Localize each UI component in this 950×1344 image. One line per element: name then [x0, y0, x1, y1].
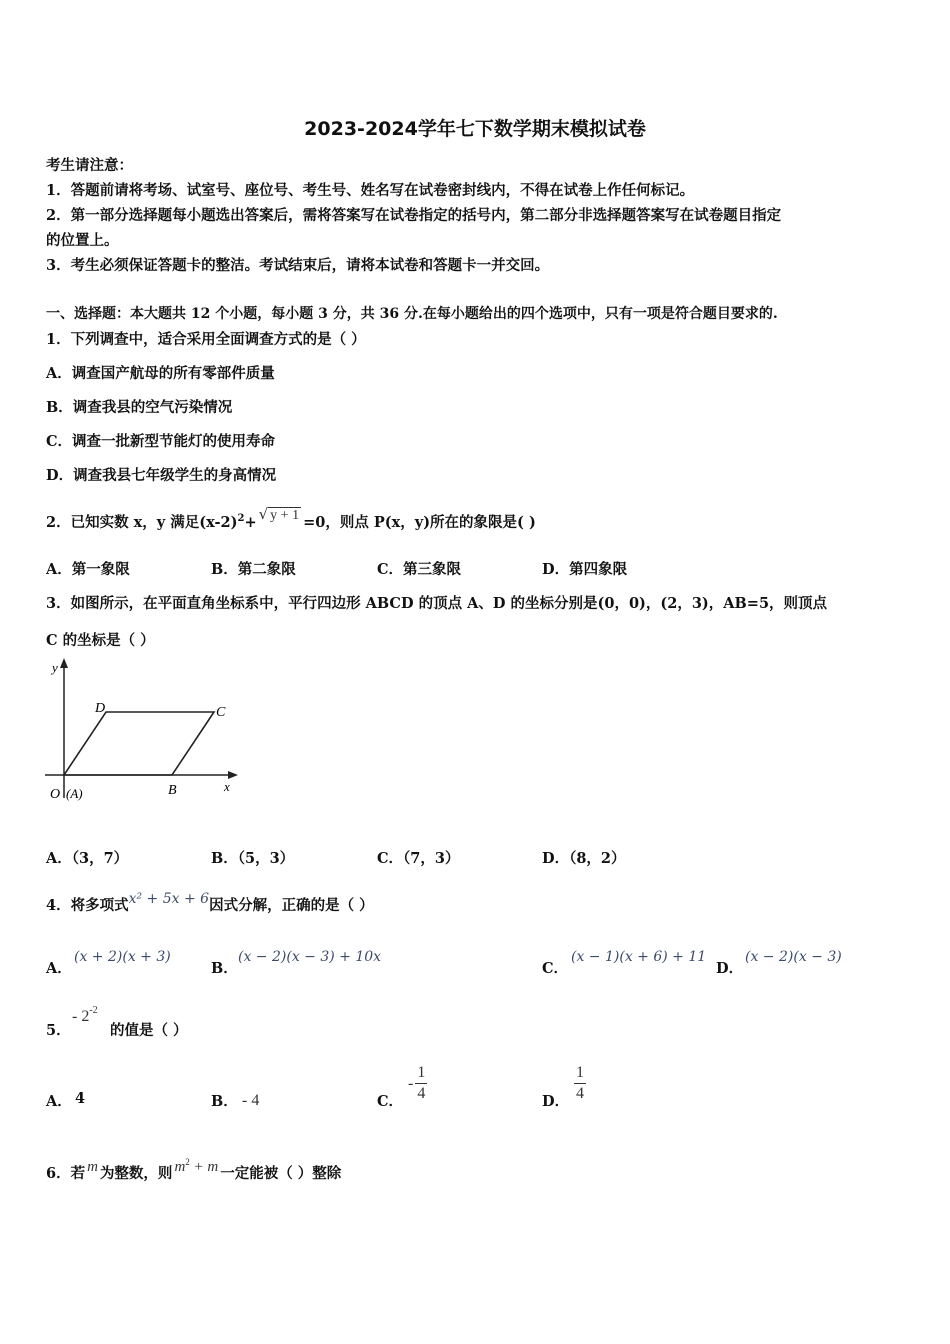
q5-option-c — [408, 1064, 427, 1103]
fraction-numerator: 1 — [576, 1064, 584, 1081]
fraction-denominator: 4 — [576, 1085, 584, 1102]
q5-label-b: B． — [211, 1093, 238, 1110]
fraction-one-quarter — [574, 1064, 586, 1103]
y-axis-arrow — [60, 658, 68, 668]
q2-option-c: C．第三象限 — [377, 561, 462, 578]
q6-expr-exponent: 2 — [185, 1157, 190, 1167]
q3-option-a: A．（3，7） — [46, 850, 129, 867]
q6-variable-m: m — [87, 1159, 98, 1175]
notice-item-2: 2．第一部分选择题每小题选出答案后，需将答案写在试卷指定的括号内，第二部分非选择题答案写在试卷题目指定 — [46, 207, 782, 224]
vertex-d-label: D — [95, 701, 106, 716]
notice-item-3: 3．考生必须保证答题卡的整洁。考试结束后，请将本试卷和答题卡一并交回。 — [46, 257, 550, 274]
q2-option-a: A．第一象限 — [46, 561, 130, 578]
origin-label: O — [50, 787, 61, 802]
q4-label-c: C． — [542, 960, 569, 977]
page-title: 2023-2024学年七下数学期末模拟试卷 — [304, 118, 646, 140]
parallelogram-abcd — [64, 712, 214, 775]
notice-item-2-cont: 的位置上。 — [46, 232, 119, 249]
q3-option-d: D．（8，2） — [542, 850, 626, 867]
q5-exponent: -2 — [89, 1005, 98, 1016]
q5-label-c: C． — [377, 1093, 404, 1110]
fraction-one-quarter — [415, 1064, 427, 1103]
q1-option-a: A．调查国产航母的所有零部件质量 — [46, 365, 275, 382]
q5-stem: 的值是（ ） — [110, 1022, 188, 1039]
q4-stem-part2: 因式分解，正确的是（ ） — [209, 897, 374, 914]
vertex-b-label: B — [168, 783, 177, 798]
q5-expression — [72, 1005, 98, 1026]
q5-base: - 2 — [72, 1008, 90, 1025]
q1-option-d: D．调查我县七年级学生的身高情况 — [46, 467, 277, 484]
q4-stem-part1: 4．将多项式 — [46, 897, 129, 914]
q3-option-b: B．（5，3） — [211, 850, 295, 867]
q5-label-a: A． — [46, 1093, 72, 1110]
q4-option-a: (x + 2)(x + 3) — [74, 949, 171, 965]
q1-option-c: C．调查一批新型节能灯的使用寿命 — [46, 433, 276, 450]
q5-number: 5． — [46, 1022, 71, 1039]
notice-item-1: 1．答题前请将考场、试室号、座位号、考生号、姓名写在试卷密封线内，不得在试卷上作任何标记。 — [46, 182, 695, 199]
sqrt-radicand: y + 1 — [270, 508, 300, 523]
q1-option-b: B．调查我县的空气污染情况 — [46, 399, 233, 416]
q3-stem-line1: 3．如图所示，在平面直角坐标系中，平行四边形 ABCD 的顶点 A、D 的坐标分别是(0，0)，(2，3)，AB=5，则顶点 — [46, 595, 828, 612]
vertex-a-label: (A) — [66, 786, 83, 801]
q6-expression — [174, 1159, 218, 1175]
q5-option-c-sign: - — [408, 1074, 414, 1092]
section-header: 一、选择题：本大题共 12 个小题，每小题 3 分，共 36 分.在每小题给出的四个选项中，只有一项是符合题目要求的. — [46, 306, 778, 322]
q6-stem-part2: 为整数，则 — [99, 1165, 173, 1182]
x-axis-label: x — [224, 779, 230, 794]
q3-stem-line2: C 的坐标是（ ） — [46, 632, 155, 649]
q4-option-d: (x − 2)(x − 3) — [745, 949, 842, 965]
q5-option-d — [574, 1064, 586, 1103]
q5-option-b: - 4 — [242, 1092, 260, 1109]
q4-option-b: (x − 2)(x − 3) + 10x — [238, 949, 382, 965]
vertex-c-label: C — [216, 705, 226, 720]
notice-heading: 考生请注意： — [46, 157, 133, 174]
q4-option-c: (x − 1)(x + 6) + 11 — [571, 949, 707, 965]
q6-expr-tail: + m — [189, 1159, 219, 1175]
q2-option-b: B．第二象限 — [211, 561, 296, 578]
q4-label-a: A． — [46, 960, 72, 977]
q6-stem-part3: 一定能被（ ）整除 — [220, 1165, 342, 1182]
parallelogram-figure — [40, 658, 240, 803]
q2-exponent: 2 — [237, 513, 245, 525]
q1-stem: 1．下列调查中，适合采用全面调查方式的是（ ） — [46, 331, 366, 348]
q4-polynomial: x² + 5x + 6 — [128, 891, 210, 907]
q2-stem — [46, 505, 536, 532]
x-axis-arrow — [228, 771, 238, 779]
q6-expr-base: m — [174, 1159, 186, 1175]
q4-stem — [46, 891, 374, 915]
q4-label-b: B． — [211, 960, 238, 977]
fraction-denominator: 4 — [417, 1085, 426, 1102]
q6-stem — [46, 1157, 342, 1183]
q5-option-a: 4 — [75, 1090, 86, 1107]
q2-option-d: D．第四象限 — [542, 561, 628, 578]
q2-plus: + — [244, 514, 257, 531]
q6-stem-part1: 6．若 — [46, 1165, 86, 1182]
y-axis-label: y — [52, 660, 58, 675]
q2-stem-part1: 2．已知实数 x，y 满足(x-2) — [46, 514, 238, 531]
q5-label-d: D． — [542, 1093, 570, 1110]
sqrt-expression: √ y + 1 — [258, 505, 300, 523]
fraction-numerator: 1 — [417, 1064, 426, 1081]
q3-option-c: C．（7，3） — [377, 850, 460, 867]
q4-label-d: D． — [716, 960, 744, 977]
q2-stem-part2: =0，则点 P(x，y)所在的象限是( ) — [303, 514, 536, 531]
